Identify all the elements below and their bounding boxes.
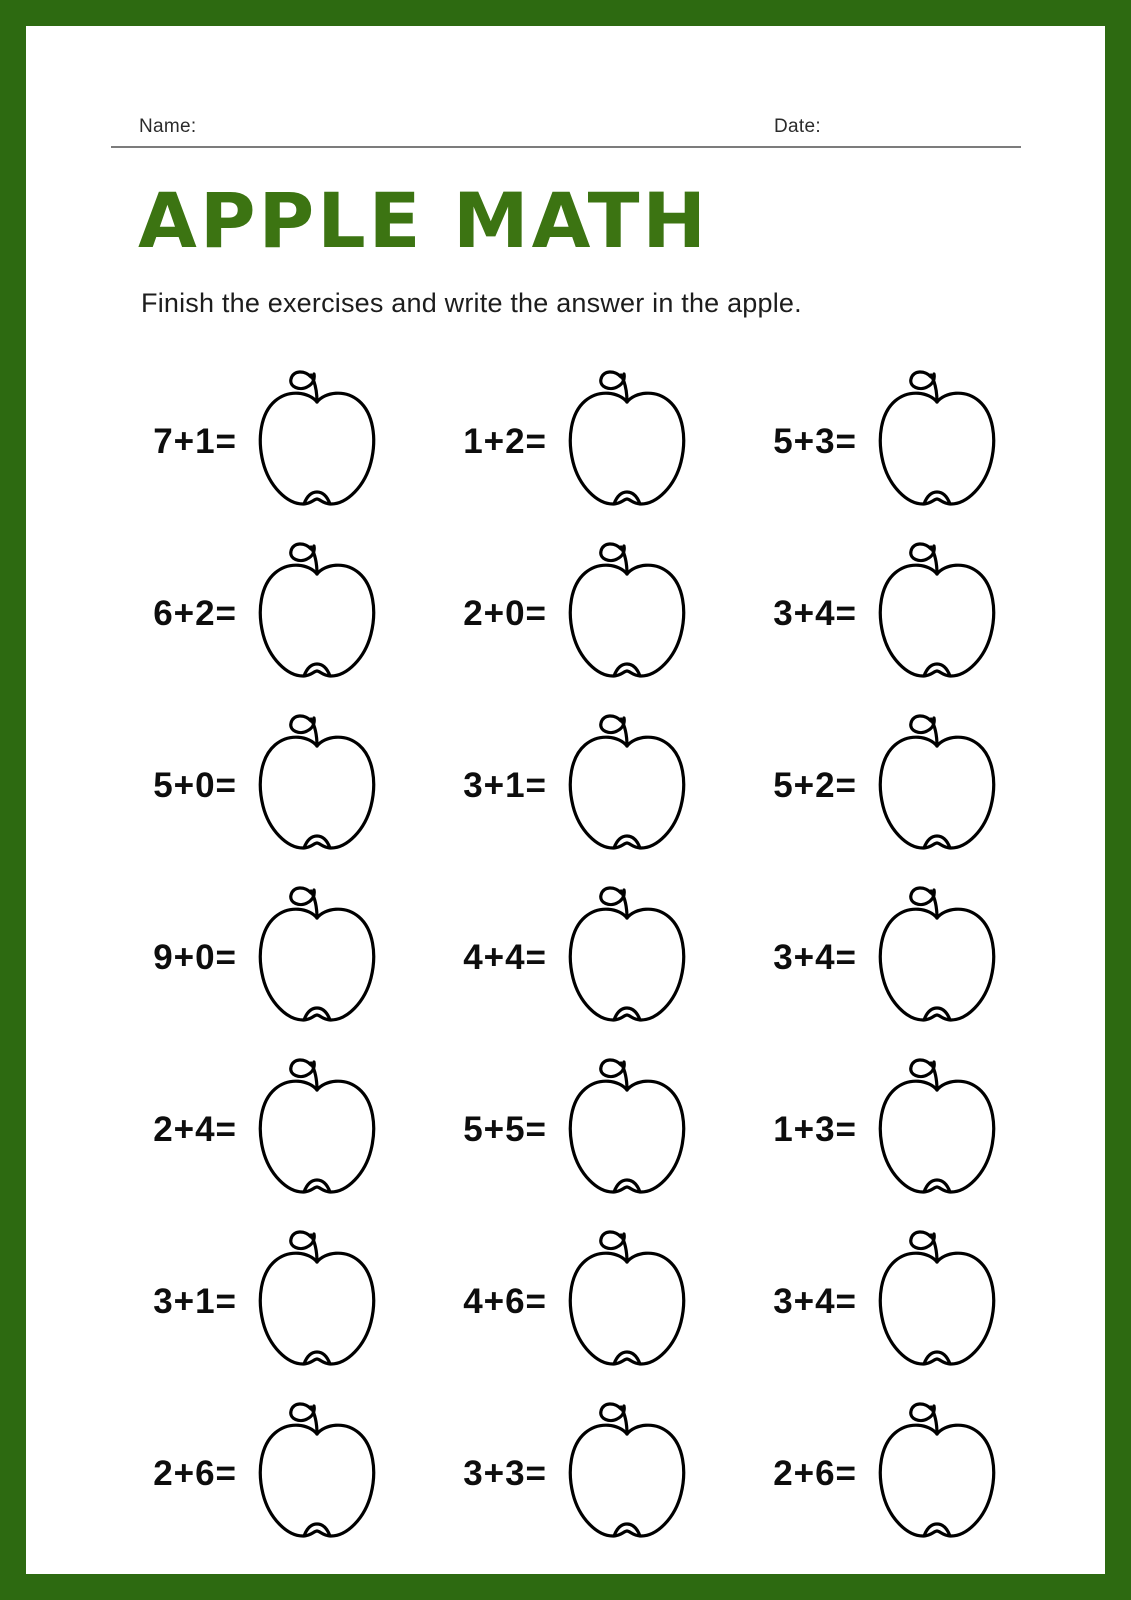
- problem-expression: 4+4=: [463, 938, 547, 977]
- apple-answer-box[interactable]: [867, 1056, 1007, 1204]
- apple-answer-box[interactable]: [557, 712, 697, 860]
- problem-item: [731, 356, 1041, 528]
- problem-expression: 2+6=: [153, 1454, 237, 1493]
- page-title: APPLE MATH: [138, 176, 710, 265]
- apple-answer-box[interactable]: [867, 368, 1007, 516]
- name-label: Name:: [139, 116, 197, 137]
- apple-answer-box[interactable]: [247, 1056, 387, 1204]
- apple-answer-box[interactable]: [247, 540, 387, 688]
- problem-grid: [111, 356, 1041, 1560]
- problem-expression: 1+3=: [773, 1110, 857, 1149]
- apple-answer-box[interactable]: [867, 712, 1007, 860]
- problem-expression: 3+1=: [153, 1282, 237, 1321]
- problem-expression: 1+2=: [463, 422, 547, 461]
- problem-expression: 2+0=: [463, 594, 547, 633]
- problem-expression: 2+6=: [773, 1454, 857, 1493]
- apple-answer-box[interactable]: [557, 1400, 697, 1548]
- problem-item: [111, 528, 421, 700]
- worksheet-page: [26, 26, 1105, 1574]
- apple-answer-box[interactable]: [247, 368, 387, 516]
- apple-answer-box[interactable]: [557, 884, 697, 1032]
- problem-expression: 2+4=: [153, 1110, 237, 1149]
- problem-expression: 3+4=: [773, 1282, 857, 1321]
- apple-answer-box[interactable]: [557, 1228, 697, 1376]
- problem-expression: 3+3=: [463, 1454, 547, 1493]
- apple-answer-box[interactable]: [867, 1228, 1007, 1376]
- problem-expression: 9+0=: [153, 938, 237, 977]
- problem-item: [731, 1388, 1041, 1560]
- apple-answer-box[interactable]: [557, 540, 697, 688]
- apple-answer-box[interactable]: [557, 1056, 697, 1204]
- problem-expression: 6+2=: [153, 594, 237, 633]
- problem-expression: 5+0=: [153, 766, 237, 805]
- apple-answer-box[interactable]: [867, 540, 1007, 688]
- apple-answer-box[interactable]: [247, 1228, 387, 1376]
- problem-item: [111, 356, 421, 528]
- problem-item: [421, 1216, 731, 1388]
- problem-item: [421, 528, 731, 700]
- apple-answer-box[interactable]: [867, 1400, 1007, 1548]
- problem-item: [421, 872, 731, 1044]
- problem-expression: 3+4=: [773, 938, 857, 977]
- name-date-line: [111, 98, 1021, 148]
- problem-item: [421, 1388, 731, 1560]
- problem-item: [111, 872, 421, 1044]
- apple-answer-box[interactable]: [247, 884, 387, 1032]
- problem-item: [421, 700, 731, 872]
- apple-answer-box[interactable]: [247, 1400, 387, 1548]
- problem-item: [731, 872, 1041, 1044]
- problem-expression: 5+2=: [773, 766, 857, 805]
- apple-answer-box[interactable]: [557, 368, 697, 516]
- problem-item: [731, 1216, 1041, 1388]
- date-label: Date:: [774, 116, 821, 137]
- problem-item: [731, 700, 1041, 872]
- problem-expression: 3+4=: [773, 594, 857, 633]
- problem-item: [111, 1044, 421, 1216]
- problem-item: [111, 1216, 421, 1388]
- problem-item: [421, 1044, 731, 1216]
- apple-answer-box[interactable]: [867, 884, 1007, 1032]
- apple-answer-box[interactable]: [247, 712, 387, 860]
- problem-expression: 7+1=: [153, 422, 237, 461]
- problem-item: [111, 700, 421, 872]
- problem-expression: 4+6=: [463, 1282, 547, 1321]
- problem-expression: 5+3=: [773, 422, 857, 461]
- problem-item: [731, 1044, 1041, 1216]
- problem-item: [421, 356, 731, 528]
- problem-expression: 5+5=: [463, 1110, 547, 1149]
- problem-item: [111, 1388, 421, 1560]
- problem-expression: 3+1=: [463, 766, 547, 805]
- problem-item: [731, 528, 1041, 700]
- page-subtitle: Finish the exercises and write the answer in the apple.: [141, 288, 802, 318]
